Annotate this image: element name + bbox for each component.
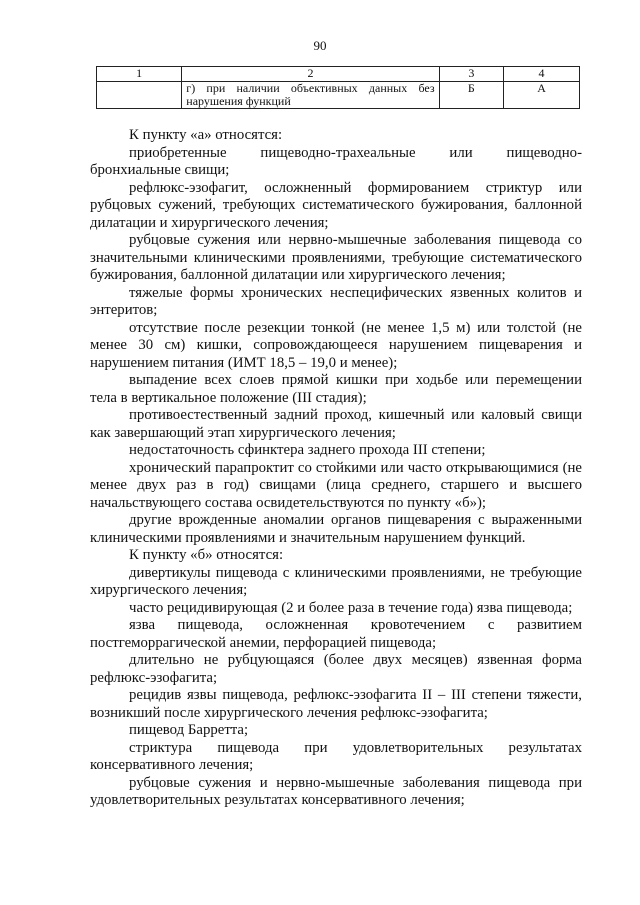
- table-row: [97, 82, 580, 109]
- list-item: тяжелые формы хронических неспецифических язвенных колитов и энтеритов;: [90, 284, 582, 318]
- list-item: рефлюкс-эзофагит, осложненный формированием стриктур или рубцовых сужений, требующих систематического бужирования, баллонной дилатации и хирургического лечения;: [90, 179, 582, 231]
- list-item: недостаточность сфинктера заднего прохода III степени;: [129, 442, 486, 458]
- continuation-table: [96, 66, 580, 109]
- table-header-cell: 1: [97, 67, 182, 82]
- document-body: [90, 127, 582, 810]
- list-item: отсутствие после резекции тонкой (не менее 1,5 м) или толстой (не менее 30 см) кишки, сопровождающееся нарушением пищеварения и нарушением питания (ИМТ 18,5 – 19,0 и менее);: [90, 319, 582, 371]
- table-header-cell: 3: [439, 67, 503, 82]
- table-header-cell: 2: [182, 67, 439, 82]
- table-header-row: [97, 67, 580, 82]
- list-item: приобретенные пищеводно-трахеальные или пищеводно-бронхиальные свищи;: [90, 144, 582, 178]
- list-item: длительно не рубцующаяся (более двух месяцев) язвенная форма рефлюкс-эзофагита;: [90, 652, 582, 686]
- list-item: пищевод Барретта;: [129, 722, 249, 738]
- list-item: дивертикулы пищевода с клиническими проявлениями, не требующие хирургического лечения;: [90, 564, 582, 598]
- list-item: язва пищевода, осложненная кровотечением с развитием постгеморрагической анемии, перфорацией пищевода;: [90, 617, 582, 651]
- list-item: рубцовые сужения и нервно-мышечные заболевания пищевода при удовлетворительных результатах консервативного лечения;: [90, 774, 582, 808]
- list-item: хронический парапроктит со стойкими или часто открывающимися (не менее двух раз в год) свищами (лица среднего, старшего и высшего начальствующего состава освидетельствуются по пункту «б»);: [90, 459, 582, 511]
- list-item: выпадение всех слоев прямой кишки при ходьбе или перемещении тела в вертикальное положение (III стадия);: [90, 372, 582, 406]
- list-item: противоестественный задний проход, кишечный или каловый свищи как завершающий этап хирургического лечения;: [90, 407, 582, 441]
- section-heading-a: К пункту «а» относятся:: [129, 127, 283, 143]
- table-cell-category-3: Б: [439, 82, 503, 109]
- list-item: рецидив язвы пищевода, рефлюкс-эзофагита II – III степени тяжести, возникший после хирургического лечения рефлюкс-эзофагита;: [90, 687, 582, 721]
- table-cell-category-4: А: [504, 82, 580, 109]
- list-item: другие врожденные аномалии органов пищеварения с выраженными клиническими проявлениями и значительным нарушением функций.: [90, 512, 582, 546]
- table-header-cell: 4: [504, 67, 580, 82]
- list-item: часто рецидивирующая (2 и более раза в течение года) язва пищевода;: [129, 599, 573, 616]
- page-number: 90: [313, 38, 327, 53]
- list-item: стриктура пищевода при удовлетворительных результатах консервативного лечения;: [90, 739, 582, 773]
- table-cell-article: [97, 82, 182, 109]
- list-item: рубцовые сужения или нервно-мышечные заболевания пищевода со значительными клиническими проявлениями, требующие систематического бужирования, баллонной дилатации или хирургического лечения;: [90, 232, 582, 283]
- table-cell-condition: г) при наличии объективных данных без нарушения функций: [182, 82, 439, 109]
- section-heading-b: К пункту «б» относятся:: [129, 547, 284, 563]
